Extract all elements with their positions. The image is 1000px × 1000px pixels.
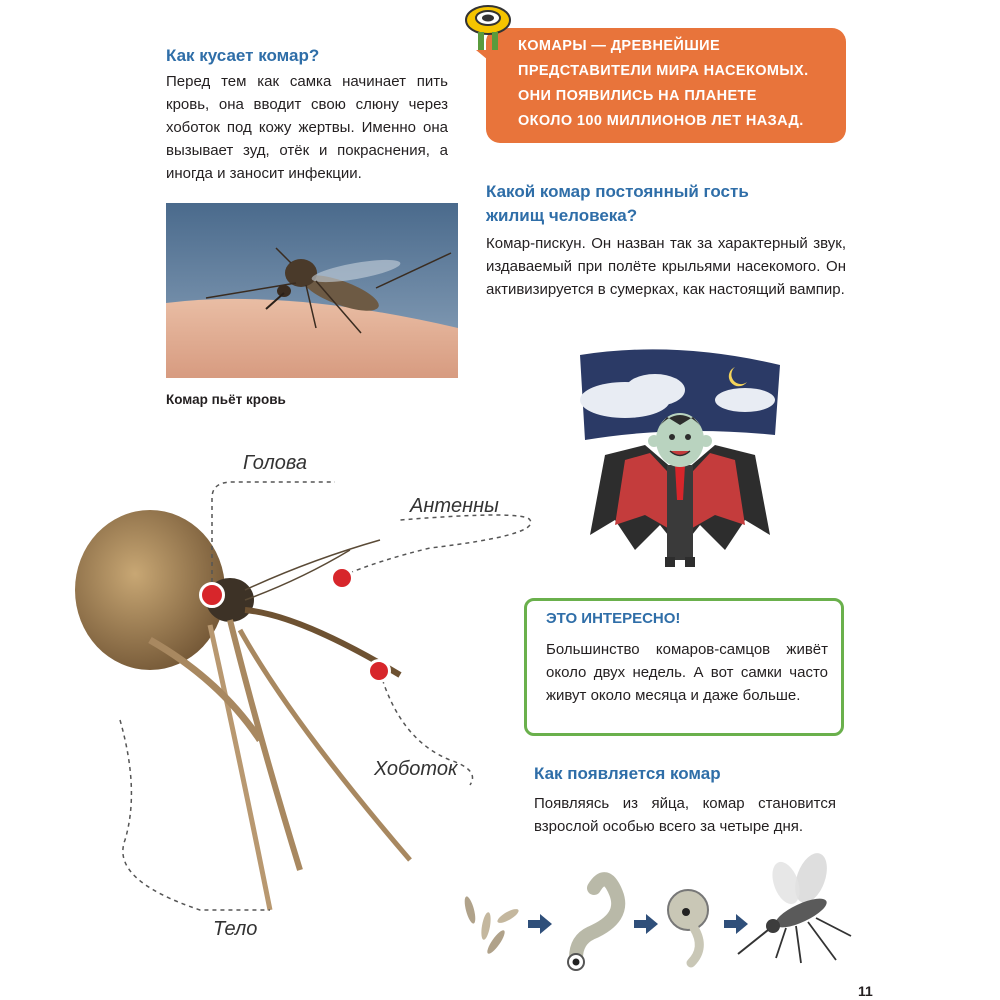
pupa-icon xyxy=(668,890,708,963)
callout-line: ОКОЛО 100 МИЛЛИОНОВ ЛЕТ НАЗАД. xyxy=(518,113,804,129)
page-number: 11 xyxy=(858,983,873,999)
callout-text xyxy=(518,34,838,134)
section-text-how-bites: Перед тем как самка начинает пить кровь, она вводит свою слюну через хоботок под кожу жертвы. Именно она вызывает зуд, отёк и покраснения, а иногда и заносит инфекции. xyxy=(166,73,448,182)
arrow-right-icon xyxy=(724,914,748,934)
label-proboscis: Хоботок xyxy=(374,758,458,780)
section-title-lifecycle: Как появляется комар xyxy=(534,764,721,783)
arrow-right-icon xyxy=(634,914,658,934)
section-title-how-bites: Как кусает комар? xyxy=(166,46,320,65)
callout-bee-icon xyxy=(458,0,518,60)
title-line: жилищ человека? xyxy=(486,206,638,225)
callout-line: ПРЕДСТАВИТЕЛИ МИРА НАСЕКОМЫХ. xyxy=(518,63,809,79)
mosquito-diagram xyxy=(0,440,520,980)
arrow-right-icon xyxy=(528,914,552,934)
lifecycle-strip xyxy=(456,848,856,978)
marker-antennae xyxy=(330,566,354,590)
callout-line: ОНИ ПОЯВИЛИСЬ НА ПЛАНЕТЕ xyxy=(518,88,757,104)
callout-tail xyxy=(470,118,500,148)
title-line: Какой комар постоянный гость xyxy=(486,182,749,201)
callout-line: КОМАРЫ — ДРЕВНЕЙШИЕ xyxy=(518,38,721,54)
fact-box-text: Большинство комаров-самцов живёт около двух недель. А вот самки часто живут около месяца и даже больше. xyxy=(546,641,828,704)
section-title-house-mosquito xyxy=(486,180,826,228)
marker-head xyxy=(199,582,225,608)
mosquito-photo xyxy=(166,203,458,378)
section-text-house-mosquito: Комар-пискун. Он назван так за характерный звук, издаваемый при полёте крыльями насекомого. Он активизируется в сумерках, как настоящий вампир. xyxy=(486,235,846,298)
larva-icon xyxy=(568,879,618,970)
photo-caption: Комар пьёт кровь xyxy=(166,392,286,407)
label-antennae: Антенны xyxy=(410,495,499,517)
section-text-lifecycle: Появляясь из яйца, комар становится взрослой особью всего за четыре дня. xyxy=(534,795,836,835)
label-body: Тело xyxy=(213,918,258,940)
fact-box-title: ЭТО ИНТЕРЕСНО! xyxy=(546,610,681,627)
marker-proboscis xyxy=(367,659,391,683)
label-head: Голова xyxy=(243,452,307,474)
eggs-icon xyxy=(463,895,521,955)
vampire-illustration xyxy=(575,345,785,570)
adult-mosquito-icon xyxy=(738,849,851,963)
